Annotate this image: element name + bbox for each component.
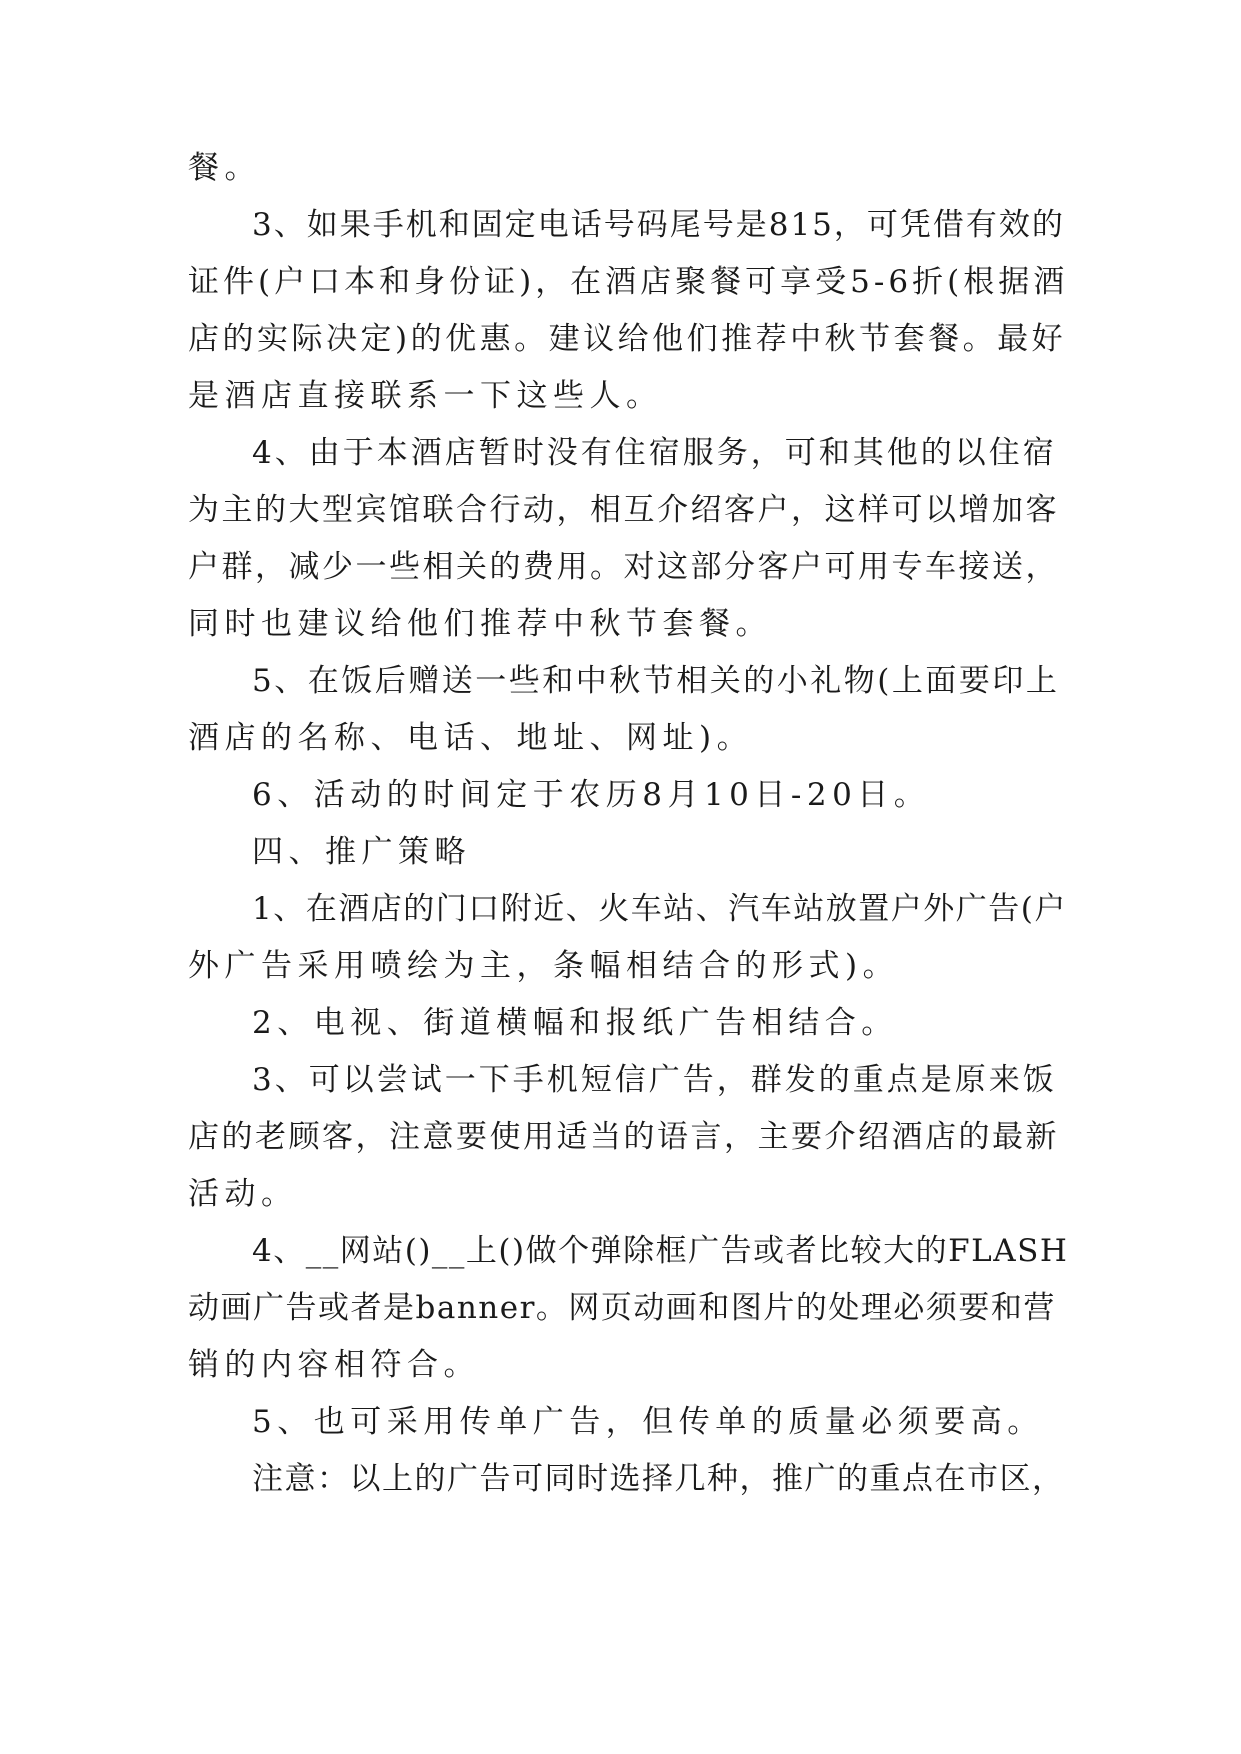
text-line: 注意：以上的广告可同时选择几种，推广的重点在市区， <box>252 1461 1065 1497</box>
text-line: 销的内容相符合。 <box>188 1347 480 1383</box>
text-line: 3、可以尝试一下手机短信广告，群发的重点是原来饭 <box>252 1062 1057 1098</box>
text-line: 户群，减少一些相关的费用。对这部分客户可用专车接送， <box>188 549 1059 585</box>
text-line: 酒店的名称、电话、地址、网址)。 <box>188 720 754 756</box>
text-line: 动画广告或者是banner。网页动画和图片的处理必须要和营 <box>188 1290 1056 1326</box>
text-line: 2、电视、街道横幅和报纸广告相结合。 <box>252 1005 898 1041</box>
text-line: 外广告采用喷绘为主，条幅相结合的形式)。 <box>188 948 900 984</box>
text-line: 证件(户口本和身份证)，在酒店聚餐可享受5-6折(根据酒 <box>188 264 1069 300</box>
text-line: 4、__网站()__上()做个弹除框广告或者比较大的FLASH <box>252 1233 1069 1269</box>
text-line: 是酒店直接联系一下这些人。 <box>188 378 663 414</box>
section-heading: 四、推广策略 <box>252 834 471 870</box>
text-line: 为主的大型宾馆联合行动，相互介绍客户，这样可以增加客 <box>188 492 1059 528</box>
text-line: 5、也可采用传单广告，但传单的质量必须要高。 <box>252 1404 1044 1440</box>
text-line: 4、由于本酒店暂时没有住宿服务，可和其他的以住宿 <box>252 435 1057 471</box>
text-line: 3、如果手机和固定电话号码尾号是815，可凭借有效的 <box>252 207 1065 243</box>
text-line: 1、在酒店的门口附近、火车站、汽车站放置户外广告(户 <box>252 891 1067 927</box>
text-line: 店的老顾客，注意要使用适当的语言，主要介绍酒店的最新 <box>188 1119 1059 1155</box>
text-line: 同时也建议给他们推荐中秋节套餐。 <box>188 606 772 642</box>
text-line: 6、活动的时间定于农历8月10日-20日。 <box>252 777 931 813</box>
text-line: 活动。 <box>188 1176 298 1212</box>
text-line: 餐。 <box>188 150 261 186</box>
text-line: 店的实际决定)的优惠。建议给他们推荐中秋节套餐。最好 <box>188 321 1067 357</box>
text-line: 5、在饭后赠送一些和中秋节相关的小礼物(上面要印上 <box>252 663 1060 699</box>
